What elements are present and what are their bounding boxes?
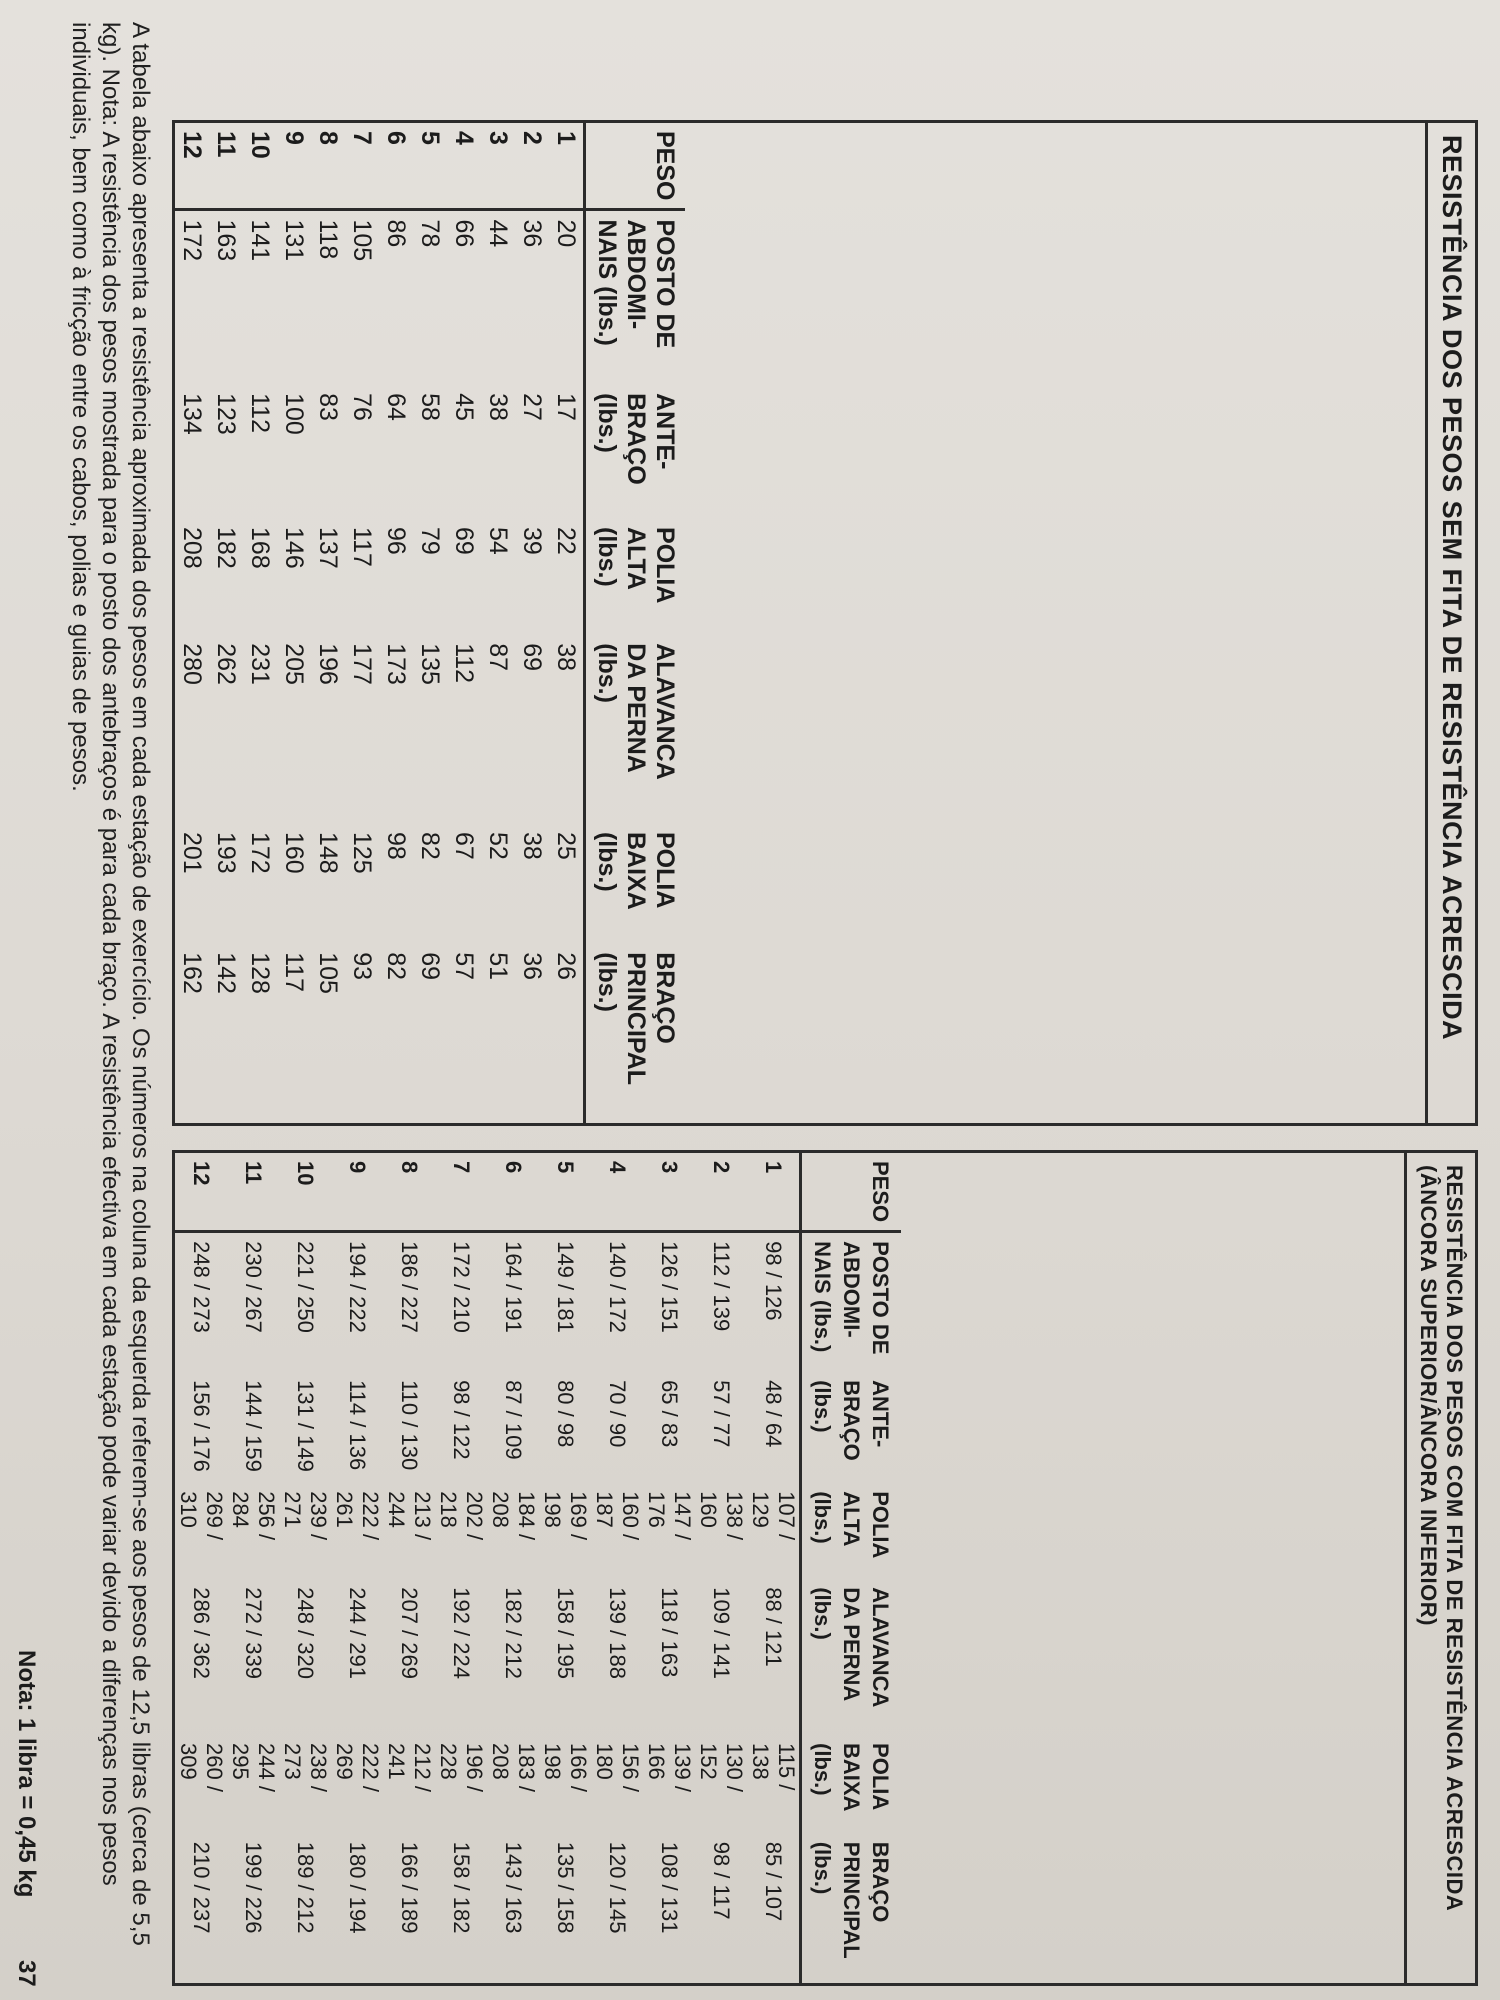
table-row — [209, 123, 243, 1123]
value-cell: 230 / 267 — [241, 1241, 266, 1333]
value-cell: 66 — [450, 219, 479, 248]
value-cell: 115 / 138 — [748, 1743, 799, 1791]
value-cell: 138 / 160 — [696, 1491, 747, 1541]
weight-cell: 8 — [311, 123, 345, 210]
value-cell: 20 — [552, 219, 581, 248]
value-cell: 168 — [246, 527, 275, 569]
value-cell: 69 — [450, 527, 479, 555]
value-cell: 120 / 145 — [605, 1841, 630, 1934]
value-cell: 142 — [212, 952, 241, 994]
value-cell: 137 — [314, 527, 343, 569]
value-cell: 96 — [382, 527, 411, 555]
value-cell: 128 — [246, 952, 275, 994]
value-cell: 280 — [178, 643, 207, 685]
value-cell: 272 / 339 — [241, 1587, 266, 1679]
value-cell: 199 / 226 — [241, 1841, 266, 1934]
resistance-table-without-band — [172, 120, 1478, 1126]
value-cell: 244 / 291 — [345, 1587, 370, 1679]
column-header: ANTE-BRAÇO (lbs.) — [585, 385, 686, 519]
table-row — [279, 1153, 331, 1983]
table-row — [591, 1153, 643, 1983]
value-cell: 112 — [246, 393, 275, 433]
table-caption: RESISTÊNCIA DOS PESOS COM FITA DE RESISTÊNCIA ACRESCIDA (ÂNCORA SUPERIOR/ÂNCORA INFERIOR) — [1404, 1153, 1475, 1983]
value-cell: 201 — [178, 831, 207, 874]
value-cell: 27 — [518, 393, 547, 421]
value-cell: 177 — [348, 643, 377, 685]
value-cell: 208 — [178, 527, 207, 569]
value-cell: 38 — [552, 643, 581, 672]
value-cell: 139 / 166 — [644, 1743, 695, 1792]
value-cell: 186 / 227 — [397, 1241, 422, 1333]
value-cell: 163 — [212, 219, 241, 262]
weight-cell: 7 — [435, 1153, 487, 1232]
table-row — [539, 1153, 591, 1983]
value-cell: 52 — [484, 831, 513, 860]
value-cell: 38 — [518, 831, 547, 860]
table-row — [413, 123, 447, 1123]
value-cell: 221 / 250 — [293, 1241, 318, 1333]
weight-cell: 2 — [515, 123, 549, 210]
value-cell: 83 — [314, 393, 343, 421]
value-cell: 222 / 269 — [332, 1743, 383, 1792]
value-cell: 147 / 176 — [644, 1491, 695, 1541]
value-cell: 118 / 163 — [657, 1587, 682, 1678]
value-cell: 125 — [348, 831, 377, 874]
value-cell: 112 — [450, 643, 479, 684]
table-row — [487, 1153, 539, 1983]
value-cell: 93 — [348, 952, 377, 980]
value-cell: 54 — [484, 527, 513, 555]
value-cell: 82 — [382, 952, 411, 980]
value-cell: 36 — [518, 952, 547, 980]
value-cell: 183 / 208 — [488, 1743, 539, 1792]
value-cell: 196 / 228 — [436, 1743, 487, 1792]
value-cell: 239 / 271 — [280, 1491, 331, 1541]
table-row — [175, 1153, 227, 1983]
value-cell: 67 — [450, 831, 479, 860]
value-cell: 131 — [280, 219, 309, 262]
column-header: ALAVANCA DA PERNA (lbs.) — [585, 635, 686, 824]
value-cell: 210 / 237 — [189, 1841, 214, 1934]
value-cell: 158 / 195 — [553, 1587, 578, 1679]
value-cell: 260 / 309 — [176, 1743, 227, 1792]
table-row — [643, 1153, 695, 1983]
column-header: BRAÇO PRINCIPAL (lbs.) — [585, 944, 686, 1123]
value-cell: 182 / 212 — [501, 1587, 526, 1679]
resistance-grid — [175, 123, 685, 1123]
weight-cell: 9 — [277, 123, 311, 210]
value-cell: 130 / 152 — [696, 1743, 747, 1792]
weight-cell: 2 — [695, 1153, 747, 1232]
weight-cell: 6 — [487, 1153, 539, 1232]
column-header: POLIA BAIXA (lbs.) — [801, 1735, 902, 1834]
column-header: POSTO DE ABDOMI-NAIS (lbs.) — [801, 1232, 902, 1372]
weight-cell: 4 — [591, 1153, 643, 1232]
table-row — [243, 123, 277, 1123]
table-row — [311, 123, 345, 1123]
table-row — [379, 123, 413, 1123]
value-cell: 192 / 224 — [449, 1587, 474, 1679]
value-cell: 212 / 241 — [384, 1743, 435, 1792]
weight-cell: 5 — [539, 1153, 591, 1232]
value-cell: 248 / 320 — [293, 1587, 318, 1679]
value-cell: 57 / 77 — [709, 1380, 734, 1448]
value-cell: 98 — [382, 831, 411, 860]
weight-cell: 4 — [447, 123, 481, 210]
value-cell: 108 / 131 — [657, 1841, 682, 1934]
value-cell: 78 — [416, 219, 445, 248]
value-cell: 172 — [246, 831, 275, 874]
value-cell: 207 / 269 — [397, 1587, 422, 1679]
value-cell: 172 — [178, 219, 207, 262]
value-cell: 131 / 149 — [293, 1380, 318, 1472]
column-header: POLIA BAIXA (lbs.) — [585, 824, 686, 944]
value-cell: 286 / 362 — [189, 1587, 214, 1679]
column-header: ANTE-BRAÇO (lbs.) — [801, 1372, 902, 1483]
value-cell: 98 / 122 — [449, 1380, 474, 1460]
value-cell: 126 / 151 — [657, 1241, 682, 1333]
table-row — [447, 123, 481, 1123]
value-cell: 158 / 182 — [449, 1841, 474, 1934]
value-cell: 166 / 189 — [397, 1841, 422, 1934]
value-cell: 45 — [450, 393, 479, 421]
value-cell: 36 — [518, 219, 547, 248]
value-cell: 194 / 222 — [345, 1241, 370, 1333]
weight-cell: 7 — [345, 123, 379, 210]
value-cell: 213 / 244 — [384, 1491, 435, 1541]
value-cell: 205 — [280, 643, 309, 685]
value-cell: 65 / 83 — [657, 1380, 682, 1448]
value-cell: 146 — [280, 527, 309, 569]
value-cell: 109 / 141 — [709, 1587, 734, 1679]
value-cell: 105 — [314, 952, 343, 994]
value-cell: 51 — [484, 952, 513, 980]
table-row — [175, 123, 209, 1123]
table-row — [277, 123, 311, 1123]
table-row — [515, 123, 549, 1123]
value-cell: 86 — [382, 219, 411, 248]
value-cell: 76 — [348, 393, 377, 421]
column-header: PESO — [585, 123, 686, 210]
table-row — [331, 1153, 383, 1983]
weight-cell: 1 — [549, 123, 585, 210]
value-cell: 166 / 198 — [540, 1743, 591, 1792]
intro-paragraph: A tabela abaixo apresenta a resistência aproximada dos pesos em cada estação de exercício. Os números na coluna da esquerda referem-se aos pesos de 12,5 libras (cerca de 5,5 kg). Nota: A resistência dos pesos mostrada para o posto dos antebraços é para cada braço. A resistência efectiva em cada estação pode variar devido a diferenças nos pesos individuais, bem como à fricção entre os cabos, polias e guias de pesos. — [67, 22, 154, 1946]
column-header: POLIA ALTA (lbs.) — [801, 1483, 902, 1579]
value-cell: 26 — [552, 952, 581, 980]
value-cell: 98 / 117 — [709, 1841, 734, 1920]
value-cell: 80 / 98 — [553, 1380, 578, 1448]
value-cell: 173 — [382, 643, 411, 685]
value-cell: 135 / 158 — [553, 1841, 578, 1934]
value-cell: 58 — [416, 393, 445, 421]
weight-cell: 1 — [747, 1153, 801, 1232]
value-cell: 180 / 194 — [345, 1841, 370, 1934]
column-header: BRAÇO PRINCIPAL (lbs.) — [801, 1834, 902, 1983]
value-cell: 117 — [348, 527, 377, 567]
value-cell: 248 / 273 — [189, 1241, 214, 1333]
weight-cell: 11 — [209, 123, 243, 210]
value-cell: 112 / 139 — [709, 1241, 734, 1332]
value-cell: 141 — [246, 219, 275, 262]
value-cell: 79 — [416, 527, 445, 555]
value-cell: 149 / 181 — [553, 1241, 578, 1333]
value-cell: 148 — [314, 831, 343, 874]
weight-cell: 5 — [413, 123, 447, 210]
value-cell: 193 — [212, 831, 241, 874]
value-cell: 17 — [552, 393, 581, 421]
value-cell: 172 / 210 — [449, 1241, 474, 1333]
resistance-grid — [175, 1153, 901, 1983]
value-cell: 118 — [314, 219, 343, 260]
table-row — [549, 123, 585, 1123]
table-row — [695, 1153, 747, 1983]
value-cell: 134 — [178, 393, 207, 435]
table-caption: RESISTÊNCIA DOS PESOS SEM FITA DE RESISTÊNCIA ACRESCIDA — [1425, 123, 1475, 1123]
weight-cell: 10 — [243, 123, 277, 210]
value-cell: 110 / 130 — [397, 1380, 422, 1471]
value-cell: 139 / 188 — [605, 1587, 630, 1679]
value-cell: 162 — [178, 952, 207, 994]
table-row — [383, 1153, 435, 1983]
value-cell: 202 / 218 — [436, 1491, 487, 1541]
weight-cell: 11 — [227, 1153, 279, 1232]
value-cell: 64 — [382, 393, 411, 421]
value-cell: 244 / 295 — [228, 1743, 279, 1792]
value-cell: 156 / 176 — [189, 1380, 214, 1472]
value-cell: 231 — [246, 643, 275, 685]
value-cell: 48 / 64 — [761, 1380, 786, 1448]
value-cell: 123 — [212, 393, 241, 435]
weight-cell: 3 — [643, 1153, 695, 1232]
value-cell: 189 / 212 — [293, 1841, 318, 1934]
value-cell: 38 — [484, 393, 513, 421]
value-cell: 87 / 109 — [501, 1380, 526, 1460]
value-cell: 39 — [518, 527, 547, 555]
value-cell: 182 — [212, 527, 241, 569]
value-cell: 156 / 180 — [592, 1743, 643, 1792]
column-header: POLIA ALTA (lbs.) — [585, 519, 686, 635]
value-cell: 143 / 163 — [501, 1841, 526, 1934]
value-cell: 98 / 126 — [761, 1241, 786, 1321]
value-cell: 256 / 284 — [228, 1491, 279, 1541]
page-number: 37 — [13, 1960, 40, 1987]
value-cell: 140 / 172 — [605, 1241, 630, 1333]
value-cell: 160 / 187 — [592, 1491, 643, 1541]
value-cell: 88 / 121 — [761, 1587, 786, 1667]
value-cell: 114 / 136 — [345, 1380, 370, 1471]
conversion-note: Nota: 1 libra = 0,45 kg — [13, 1650, 40, 1898]
table-row — [747, 1153, 801, 1983]
table-row — [345, 123, 379, 1123]
value-cell: 107 / 129 — [748, 1491, 799, 1541]
weight-cell: 9 — [331, 1153, 383, 1232]
column-header: POSTO DE ABDOMI-NAIS (lbs.) — [585, 210, 686, 385]
value-cell: 100 — [280, 393, 309, 435]
value-cell: 22 — [552, 527, 581, 555]
value-cell: 69 — [416, 952, 445, 980]
value-cell: 44 — [484, 219, 513, 248]
weight-cell: 12 — [175, 123, 209, 210]
column-header: PESO — [801, 1153, 902, 1232]
weight-cell: 3 — [481, 123, 515, 210]
value-cell: 87 — [484, 643, 513, 672]
table-row — [435, 1153, 487, 1983]
value-cell: 222 / 261 — [332, 1491, 383, 1541]
value-cell: 57 — [450, 952, 479, 980]
weight-cell: 10 — [279, 1153, 331, 1232]
value-cell: 25 — [552, 831, 581, 860]
value-cell: 144 / 159 — [241, 1380, 266, 1472]
resistance-table-with-band — [172, 1150, 1478, 1986]
value-cell: 184 / 208 — [488, 1491, 539, 1541]
column-header: ALAVANCA DA PERNA (lbs.) — [801, 1579, 902, 1735]
value-cell: 160 — [280, 831, 309, 874]
value-cell: 117 — [280, 952, 309, 993]
value-cell: 70 / 90 — [605, 1380, 630, 1448]
weight-cell: 8 — [383, 1153, 435, 1232]
table-row — [481, 123, 515, 1123]
weight-cell: 6 — [379, 123, 413, 210]
value-cell: 238 / 273 — [280, 1743, 331, 1792]
value-cell: 69 — [518, 643, 547, 672]
value-cell: 105 — [348, 219, 377, 262]
value-cell: 164 / 191 — [501, 1241, 526, 1333]
value-cell: 85 / 107 — [761, 1841, 786, 1922]
value-cell: 196 — [314, 643, 343, 685]
value-cell: 169 / 198 — [540, 1491, 591, 1541]
value-cell: 262 — [212, 643, 241, 685]
value-cell: 135 — [416, 643, 445, 685]
value-cell: 82 — [416, 831, 445, 860]
value-cell: 269 / 310 — [176, 1491, 227, 1541]
table-row — [227, 1153, 279, 1983]
weight-cell: 12 — [175, 1153, 227, 1232]
